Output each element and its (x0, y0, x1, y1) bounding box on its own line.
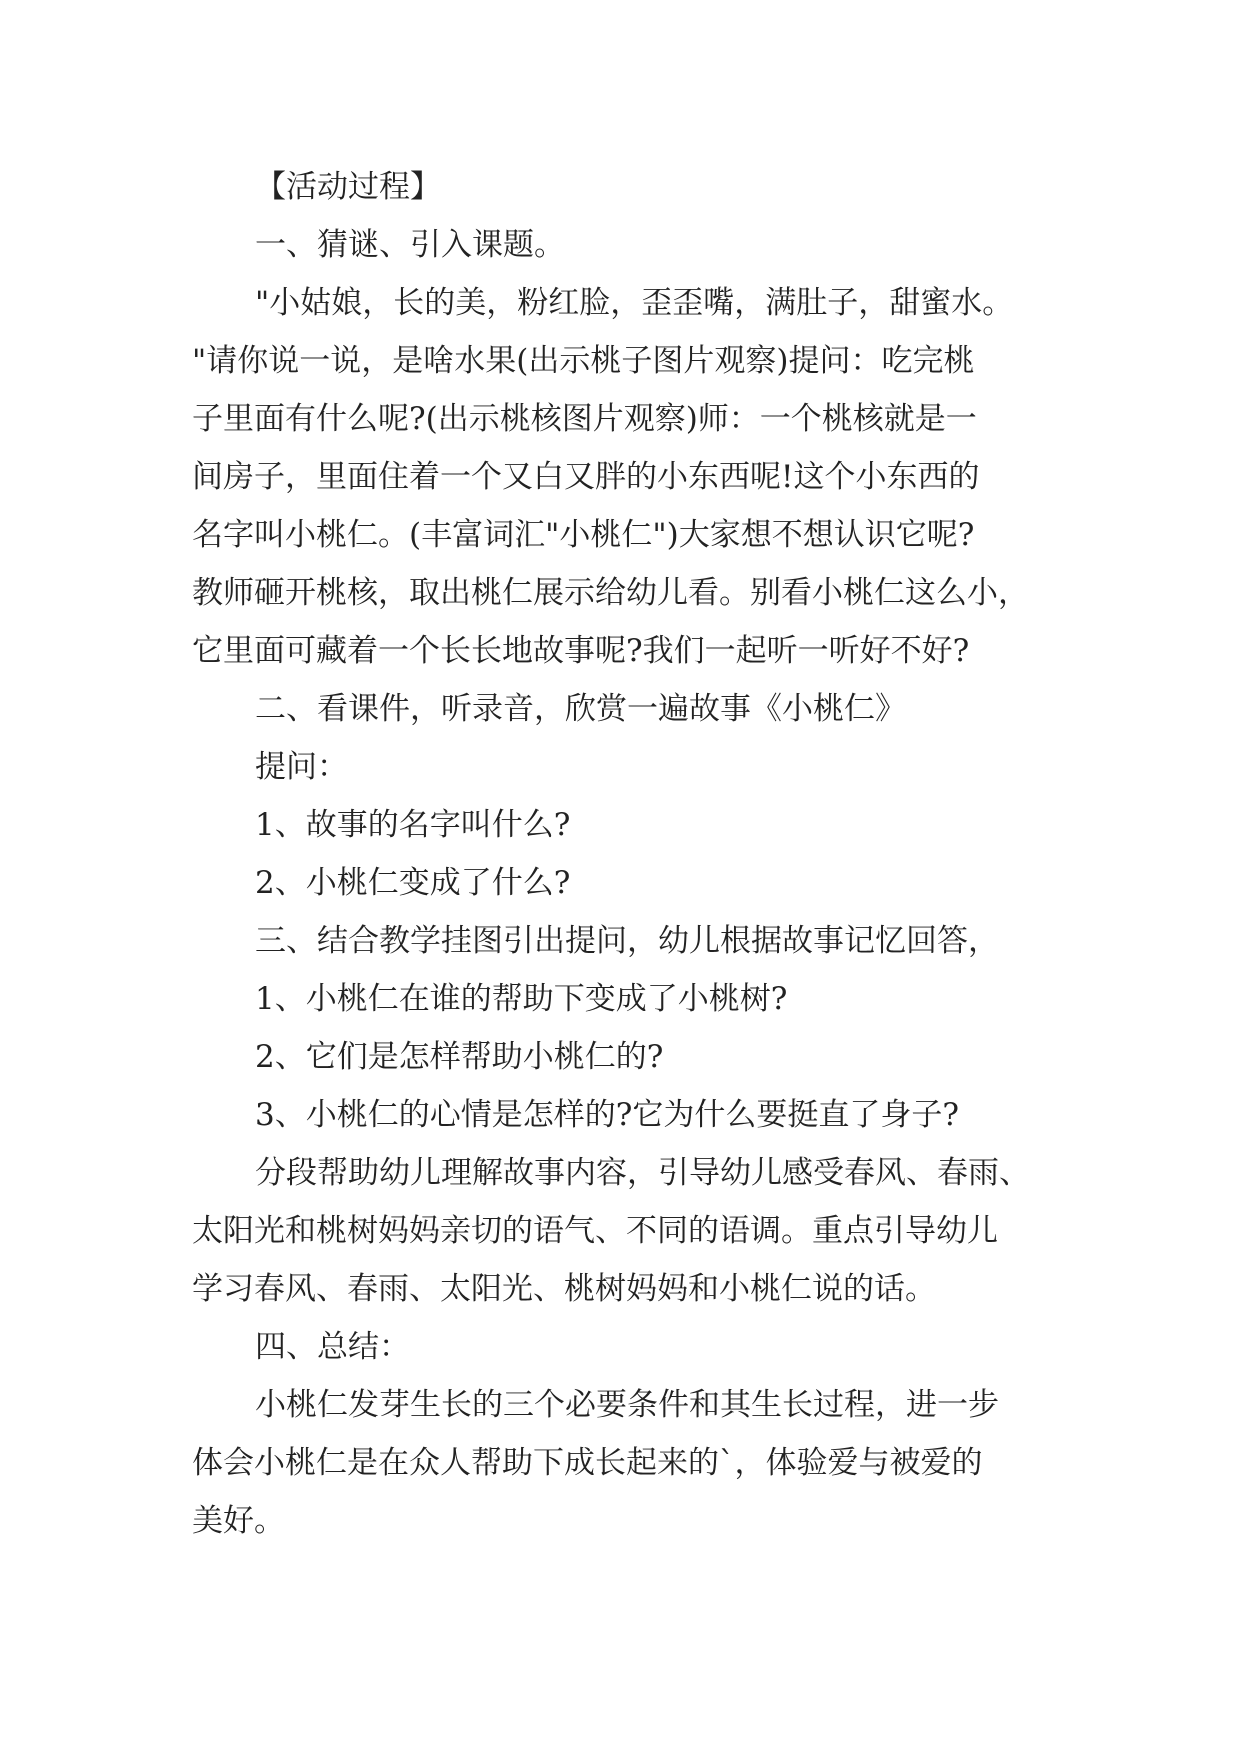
section-4-title: 四、总结： (255, 1329, 410, 1365)
list-item: 3、小桃仁的心情是怎样的?它为什么要挺直了身子? (255, 1097, 959, 1133)
paragraph-line: 太阳光和桃树妈妈亲切的语气、不同的语调。重点引导幼儿 (192, 1213, 998, 1249)
paragraph-line: 教师砸开桃核，取出桃仁展示给幼儿看。别看小桃仁这么小， (192, 575, 1029, 611)
paragraph-line: 美好。 (192, 1503, 285, 1539)
list-item: 1、小桃仁在谁的帮助下变成了小桃树? (255, 981, 788, 1017)
guidance-paragraph (192, 1144, 1082, 1318)
section-3-title: 三、结合教学挂图引出提问，幼儿根据故事记忆回答， (255, 923, 999, 959)
paragraph-line: 分段帮助幼儿理解故事内容，引导幼儿感受春风、春雨、 (255, 1155, 1030, 1191)
riddle-paragraph (192, 274, 1082, 680)
paragraph-line: 间房子，里面住着一个又白又胖的小东西呢!这个小东西的 (192, 459, 980, 495)
paragraph-line: 名字叫小桃仁。(丰富词汇"小桃仁")大家想不想认识它呢? (192, 517, 975, 553)
list-item: 提问： (255, 749, 348, 785)
paragraph-line: 小桃仁发芽生长的三个必要条件和其生长过程，进一步 (255, 1387, 999, 1423)
paragraph-line: 它里面可藏着一个长长地故事呢?我们一起听一听好不好? (192, 633, 970, 669)
list-item: 2、小桃仁变成了什么? (255, 865, 571, 901)
paragraph-line: 体会小桃仁是在众人帮助下成长起来的`，体验爱与被爱的 (192, 1445, 983, 1481)
document-body (192, 158, 1082, 1550)
paragraph-line: 学习春风、春雨、太阳光、桃树妈妈和小桃仁说的话。 (192, 1271, 936, 1307)
paragraph-line: "小姑娘，长的美，粉红脸，歪歪嘴，满肚子，甜蜜水。 (255, 285, 1014, 321)
activity-process-heading: 【活动过程】 (255, 169, 441, 205)
paragraph-line: "请你说一说，是啥水果(出示桃子图片观察)提问：吃完桃 (192, 343, 975, 379)
list-item: 1、故事的名字叫什么? (255, 807, 571, 843)
section-2-title: 二、看课件，听录音，欣赏一遍故事《小桃仁》 (255, 691, 906, 727)
list-item: 2、它们是怎样帮助小桃仁的? (255, 1039, 664, 1075)
paragraph-line: 子里面有什么呢?(出示桃核图片观察)师：一个桃核就是一 (192, 401, 977, 437)
section-1-title: 一、猜谜、引入课题。 (255, 227, 565, 263)
summary-paragraph (192, 1376, 1082, 1550)
